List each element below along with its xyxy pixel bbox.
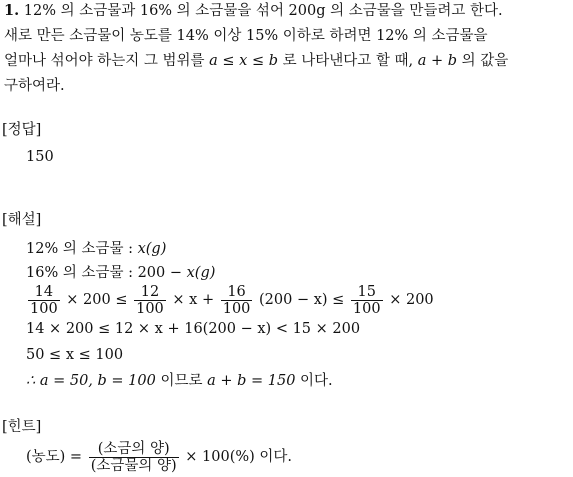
hint-fraction — [89, 441, 179, 474]
fraction-denominator: 100 — [136, 300, 164, 317]
solution-step-6-math: ∴ a = 50, b = 100 — [26, 373, 156, 389]
problem-text-3a: 얼마나 섞어야 하는지 그 범위를 — [4, 53, 205, 69]
solution-step-3-term-2: × x + — [172, 292, 215, 308]
solution-label: [해설] — [2, 212, 42, 228]
hint-label: [힌트] — [2, 419, 42, 435]
problem-line-1 — [4, 2, 503, 20]
solution-step-6-result: a + b = 150 — [207, 373, 296, 389]
solution-step-6-text: 이므로 — [160, 373, 203, 389]
hint-formula — [26, 438, 292, 476]
range-expression: a ≤ x ≤ b — [209, 53, 278, 69]
solution-step-3-term-3: (200 − x) ≤ — [259, 292, 345, 308]
answer-label: [정답] — [2, 122, 42, 138]
fraction-16-100 — [221, 284, 253, 317]
solution-step-2-text: 16% 의 소금물 : 200 − — [26, 265, 183, 281]
fraction-denominator: 100 — [352, 300, 381, 317]
fraction-numerator: 14 — [34, 283, 54, 300]
solution-step-4: 14 × 200 ≤ 12 × x + 16(200 − x) < 15 × 200 — [26, 321, 361, 337]
hint-numerator: (소금의 양) — [97, 440, 170, 457]
problem-line-4: 구하여라. — [4, 78, 65, 94]
hint-denominator: (소금물의 양) — [90, 457, 177, 474]
solution-step-3-term-4: × 200 — [389, 292, 434, 308]
fraction-numerator: 15 — [357, 283, 376, 300]
problem-text-3c: 의 값을 — [461, 53, 509, 69]
problem-line-3 — [4, 52, 508, 70]
answer-value: 150 — [26, 149, 54, 165]
fraction-12-100 — [134, 284, 166, 317]
fraction-numerator: 12 — [140, 283, 160, 300]
solution-step-6 — [26, 372, 333, 390]
solution-step-3 — [26, 283, 434, 317]
fraction-denominator: 100 — [222, 300, 251, 317]
fraction-15-100 — [351, 284, 383, 317]
fraction-14-100 — [28, 284, 60, 317]
hint-lhs: (농도) = — [26, 449, 83, 465]
problem-text-3b: 로 나타낸다고 할 때, — [282, 53, 414, 69]
solution-step-1-math: x(g) — [137, 241, 167, 257]
solution-step-1-text: 12% 의 소금물 : — [26, 241, 133, 257]
problem-number: 1. — [4, 2, 20, 19]
solution-step-2 — [26, 264, 215, 282]
solution-step-3-term-1: × 200 ≤ — [66, 292, 128, 308]
fraction-denominator: 100 — [30, 300, 58, 317]
fraction-numerator: 16 — [227, 283, 246, 300]
hint-rhs: × 100(%) 이다. — [185, 449, 293, 465]
solution-step-5: 50 ≤ x ≤ 100 — [26, 347, 124, 363]
problem-text-1: 12% 의 소금물과 16% 의 소금물을 섞어 200g 의 소금물을 만들려고 한다. — [23, 3, 503, 19]
sum-expression: a + b — [417, 53, 457, 69]
problem-line-2: 새로 만든 소금물이 농도를 14% 이상 15% 이하로 하려면 12% 의 소금물을 — [4, 28, 488, 44]
solution-step-2-math: x(g) — [186, 265, 216, 281]
solution-step-1 — [26, 240, 166, 258]
solution-step-6-end: 이다. — [300, 373, 333, 389]
